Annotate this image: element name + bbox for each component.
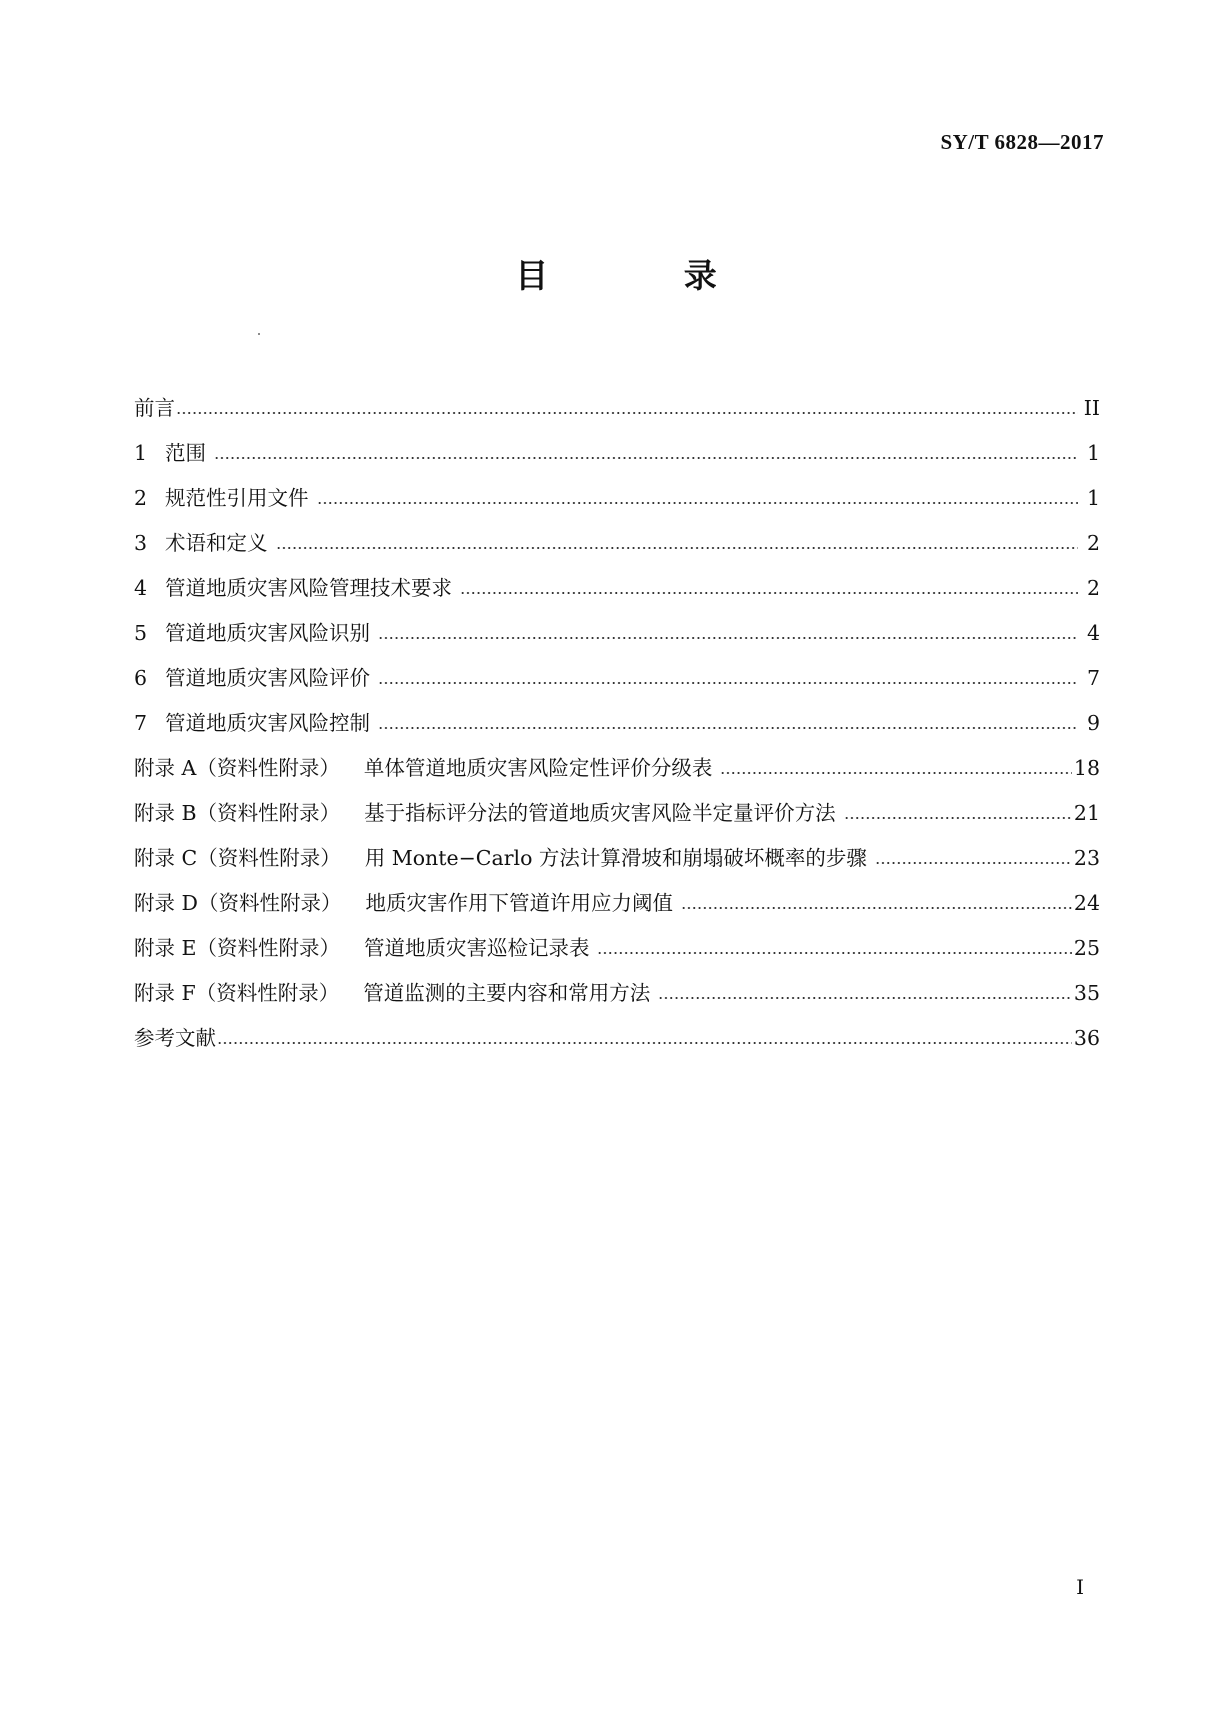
toc-entry-appendix-a[interactable] xyxy=(134,736,1100,781)
scan-speck xyxy=(258,333,260,335)
toc-title: 术语和定义 xyxy=(165,531,268,555)
toc-entry-foreword[interactable] xyxy=(134,376,1100,421)
toc-section-number: 3 xyxy=(134,531,148,555)
toc-title: 参考文献 xyxy=(134,1026,216,1050)
toc-page-number: 23 xyxy=(1073,846,1100,870)
toc-title: 管道地质灾害风险控制 xyxy=(165,711,371,735)
dot-leader xyxy=(317,501,1078,505)
toc-section-number: 6 xyxy=(134,666,148,690)
toc-section-number: 5 xyxy=(134,621,148,645)
dot-leader xyxy=(378,681,1078,685)
dot-leader xyxy=(658,996,1072,1000)
toc-title: 管道监测的主要内容和常用方法 xyxy=(363,981,651,1005)
toc-page-number: 18 xyxy=(1073,756,1100,780)
toc-page-number: 25 xyxy=(1073,936,1100,960)
toc-section-number: 2 xyxy=(134,486,148,510)
toc-section-number: 7 xyxy=(134,711,148,735)
page-number: I xyxy=(1076,1575,1084,1599)
toc-page-number: 24 xyxy=(1073,891,1100,915)
dot-leader xyxy=(597,951,1071,955)
table-of-contents xyxy=(134,376,1100,1051)
dot-leader xyxy=(276,546,1078,550)
toc-entry-bibliography[interactable] xyxy=(134,1006,1100,1051)
dot-leader xyxy=(176,411,1078,415)
toc-entry-appendix-c[interactable] xyxy=(134,826,1100,871)
dot-leader xyxy=(875,861,1072,865)
toc-appendix-number: 附录 B（资料性附录） xyxy=(134,801,341,825)
toc-entry-7[interactable] xyxy=(134,691,1100,736)
toc-page-number: 4 xyxy=(1086,621,1100,645)
dot-leader xyxy=(217,1041,1072,1045)
toc-entry-4[interactable] xyxy=(134,556,1100,601)
toc-page-number: 9 xyxy=(1086,711,1100,735)
dot-leader xyxy=(378,636,1078,640)
toc-entry-5[interactable] xyxy=(134,601,1100,646)
toc-section-number: 1 xyxy=(134,441,148,465)
toc-entry-6[interactable] xyxy=(134,646,1100,691)
toc-entry-appendix-e[interactable] xyxy=(134,916,1100,961)
toc-appendix-number: 附录 C（资料性附录） xyxy=(134,846,341,870)
toc-page-number: 1 xyxy=(1086,441,1100,465)
toc-page-number: 7 xyxy=(1086,666,1100,690)
toc-page-number: 21 xyxy=(1073,801,1100,825)
toc-title: 范围 xyxy=(165,441,207,465)
toc-page-number: 36 xyxy=(1073,1026,1100,1050)
dot-leader xyxy=(720,771,1072,775)
toc-entry-1[interactable] xyxy=(134,421,1100,466)
toc-title: 用 Monte−Carlo 方法计算滑坡和崩塌破坏概率的步骤 xyxy=(364,846,867,870)
toc-title: 管道地质灾害风险识别 xyxy=(165,621,371,645)
toc-title: 地质灾害作用下管道许用应力阈值 xyxy=(365,891,673,915)
toc-appendix-number: 附录 E（资料性附录） xyxy=(134,936,340,960)
toc-page-number: 2 xyxy=(1086,531,1100,555)
toc-appendix-number: 附录 D（资料性附录） xyxy=(134,891,342,915)
toc-title: 管道地质灾害风险管理技术要求 xyxy=(165,576,453,600)
toc-page-number: 2 xyxy=(1086,576,1100,600)
dot-leader xyxy=(378,726,1078,730)
toc-appendix-number: 附录 F（资料性附录） xyxy=(134,981,340,1005)
toc-title: 单体管道地质灾害风险定性评价分级表 xyxy=(363,756,713,780)
toc-page-number: 1 xyxy=(1086,486,1100,510)
dot-leader xyxy=(214,456,1078,460)
toc-entry-2[interactable] xyxy=(134,466,1100,511)
document-code: SY/T 6828—2017 xyxy=(940,130,1104,154)
toc-entry-3[interactable] xyxy=(134,511,1100,556)
toc-title: 管道地质灾害风险评价 xyxy=(165,666,371,690)
toc-entry-appendix-f[interactable] xyxy=(134,961,1100,1006)
dot-leader xyxy=(844,816,1072,820)
toc-title: 前言 xyxy=(134,396,175,420)
toc-appendix-number: 附录 A（资料性附录） xyxy=(134,756,340,780)
dot-leader xyxy=(681,906,1072,910)
toc-section-number: 4 xyxy=(134,576,148,600)
toc-title: 管道地质灾害巡检记录表 xyxy=(363,936,590,960)
toc-page-number: II xyxy=(1083,396,1100,420)
toc-title: 规范性引用文件 xyxy=(165,486,309,510)
toc-entry-appendix-d[interactable] xyxy=(134,871,1100,916)
dot-leader xyxy=(460,591,1078,595)
toc-entry-appendix-b[interactable] xyxy=(134,781,1100,826)
toc-title: 基于指标评分法的管道地质灾害风险半定量评价方法 xyxy=(364,801,836,825)
toc-page-number: 35 xyxy=(1073,981,1100,1005)
page-title: 目 录 xyxy=(515,256,779,295)
